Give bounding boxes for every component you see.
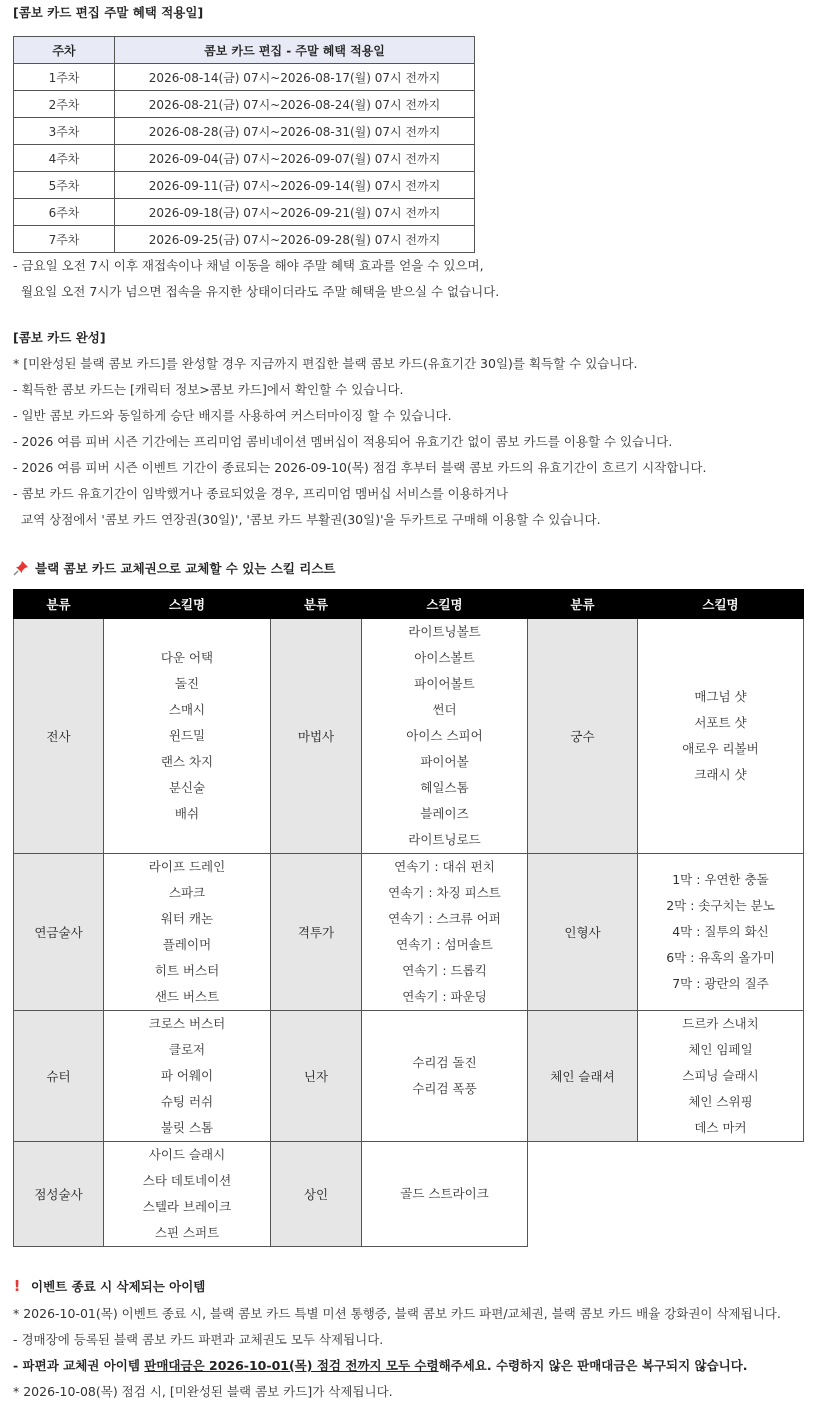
- skill-name: 연속기 : 섬머솔트: [396, 937, 493, 952]
- skill-name: 돌진: [174, 676, 200, 691]
- category-header: 분류: [528, 590, 638, 619]
- combo-card-note: 교역 상점에서 '콤보 카드 연장권(30일)', '콤보 카드 부활권(30일)'을 두카트로 구매해 이용할 수 있습니다.: [21, 512, 601, 527]
- category-cell: 슈터: [14, 1011, 104, 1142]
- deletion-note: * 2026-10-08(목) 점검 시, [미완성된 블랙 콤보 카드]가 삭제됩니다.: [13, 1384, 393, 1399]
- skill-name: 체인 임페일: [688, 1042, 753, 1057]
- skill-cell: [104, 1142, 271, 1247]
- period-cell: 2026-09-25(금) 07시~2026-09-28(월) 07시 전까지: [115, 226, 475, 253]
- skill-cell: [362, 619, 528, 854]
- skill-row: [14, 619, 804, 854]
- skill-name: 사이드 슬래시: [148, 1147, 226, 1162]
- category-header: 분류: [271, 590, 362, 619]
- week-cell: 7주차: [14, 226, 115, 253]
- period-cell: 2026-08-14(금) 07시~2026-08-17(월) 07시 전까지: [115, 64, 475, 91]
- skill-name: 드르카 스내치: [682, 1016, 759, 1031]
- skill-name: 스매시: [168, 702, 206, 717]
- skill-name: 라이트닝볼트: [408, 624, 481, 639]
- skill-table: [13, 589, 804, 1247]
- skill-list-title-text: 블랙 콤보 카드 교체권으로 교체할 수 있는 스킬 리스트: [35, 561, 336, 576]
- skill-name: 골드 스트라이크: [400, 1186, 489, 1201]
- skill-cell: [362, 854, 528, 1011]
- payout-warning: [13, 1353, 813, 1379]
- skill-name: 매그넘 샷: [694, 689, 747, 704]
- skill-name: 스핀 스퍼트: [154, 1225, 220, 1240]
- table-row: [14, 64, 475, 91]
- skill-name: 1막 : 우연한 충돌: [672, 872, 769, 887]
- skill-name: 연속기 : 차징 피스트: [388, 885, 501, 900]
- skill-cell: [362, 1142, 528, 1247]
- deletion-note: * 2026-10-01(목) 이벤트 종료 시, 블랙 콤보 카드 특별 미션 통행증, 블랙 콤보 카드 파편/교체권, 블랙 콤보 카드 배율 강화권이 삭제됩니다.: [13, 1306, 781, 1321]
- week-cell: 5주차: [14, 172, 115, 199]
- period-cell: 2026-09-04(금) 07시~2026-09-07(월) 07시 전까지: [115, 145, 475, 172]
- skill-name: 스타 데토네이션: [142, 1173, 232, 1188]
- empty-cell: [528, 1142, 638, 1247]
- period-cell: 2026-09-11(금) 07시~2026-09-14(월) 07시 전까지: [115, 172, 475, 199]
- skill-cell: [362, 1011, 528, 1142]
- week-cell: 6주차: [14, 199, 115, 226]
- skill-name: 클로저: [168, 1042, 206, 1057]
- table-row: [14, 226, 475, 253]
- payout-warning-pre: - 파편과 교체권 아이템: [13, 1358, 145, 1373]
- category-cell: 연금술사: [14, 854, 104, 1011]
- combo-card-note: - 2026 여름 피버 시즌 기간에는 프리미엄 콤비네이션 멤버십이 적용되어 유효기간 없이 콤보 카드를 이용할 수 있습니다.: [13, 434, 673, 449]
- table-row: [14, 118, 475, 145]
- skill-name: 분신술: [168, 780, 206, 795]
- skill-name: 파이어볼트: [414, 676, 475, 691]
- skill-cell: [104, 619, 271, 854]
- period-header: 콤보 카드 편집 - 주말 혜택 적용일: [115, 37, 475, 64]
- skill-cell: [104, 854, 271, 1011]
- skill-name: 파 어웨이: [160, 1068, 214, 1083]
- skill-header: 스킬명: [362, 590, 528, 619]
- weekend-note: 월요일 오전 7시가 넘으면 접속을 유지한 상태이더라도 주말 혜택을 받으실 수 없습니다.: [21, 284, 500, 299]
- table-row: [14, 145, 475, 172]
- period-cell: 2026-08-21(금) 07시~2026-08-24(월) 07시 전까지: [115, 91, 475, 118]
- skill-name: 7막 : 광란의 질주: [672, 976, 769, 991]
- combo-card-note: - 콤보 카드 유효기간이 임박했거나 종료되었을 경우, 프리미엄 멤버십 서비스를 이용하거나: [13, 486, 508, 501]
- skill-name: 헤일스톰: [420, 780, 469, 795]
- skill-header: 스킬명: [638, 590, 804, 619]
- skill-name: 애로우 리볼버: [682, 741, 759, 756]
- skill-name: 연속기 : 대쉬 펀치: [394, 859, 495, 874]
- table-header-row: [14, 37, 475, 64]
- skill-name: 수리검 폭풍: [412, 1081, 477, 1096]
- category-header: 분류: [14, 590, 104, 619]
- skill-name: 불릿 스톰: [160, 1120, 214, 1135]
- combo-card-note: - 획득한 콤보 카드는 [캐릭터 정보>콤보 카드]에서 확인할 수 있습니다.: [13, 382, 404, 397]
- skill-name: 라이프 드레인: [148, 859, 226, 874]
- skill-name: 크래시 샷: [694, 767, 747, 782]
- skill-name: 블레이즈: [420, 806, 469, 821]
- table-row: [14, 199, 475, 226]
- skill-row: [14, 1011, 804, 1142]
- skill-cell: [638, 619, 804, 854]
- skill-name: 연속기 : 파운딩: [402, 989, 487, 1004]
- skill-row: [14, 854, 804, 1011]
- category-cell: 닌자: [271, 1011, 362, 1142]
- category-cell: 점성술사: [14, 1142, 104, 1247]
- weekend-benefit-table: [13, 36, 475, 253]
- pin-icon: [13, 560, 29, 576]
- skill-cell: [104, 1011, 271, 1142]
- skill-name: 플레이머: [162, 937, 212, 952]
- skill-name: 연속기 : 드롭킥: [402, 963, 487, 978]
- skill-cell: [638, 1011, 804, 1142]
- skill-name: 4막 : 질투의 화신: [672, 924, 769, 939]
- skill-name: 수리검 돌진: [412, 1055, 477, 1070]
- empty-cell: [638, 1142, 804, 1247]
- skill-name: 아이스볼트: [414, 650, 475, 665]
- deleted-items-title-text: 이벤트 종료 시 삭제되는 아이템: [31, 1279, 206, 1294]
- skill-cell: [638, 854, 804, 1011]
- category-cell: 궁수: [528, 619, 638, 854]
- skill-name: 스피닝 슬래시: [682, 1068, 759, 1083]
- skill-name: 연속기 : 스크류 어퍼: [388, 911, 501, 926]
- week-header: 주차: [14, 37, 115, 64]
- skill-name: 데스 마커: [694, 1120, 747, 1135]
- skill-name: 스파크: [168, 885, 206, 900]
- skill-header: 스킬명: [104, 590, 271, 619]
- exclamation-icon: !: [13, 1277, 21, 1295]
- skill-name: 슈팅 러쉬: [160, 1094, 214, 1109]
- skill-name: 윈드밀: [168, 728, 206, 743]
- weekend-note: - 금요일 오전 7시 이후 재접속이나 채널 이동을 해야 주말 혜택 효과를 얻을 수 있으며,: [13, 258, 484, 273]
- category-cell: 전사: [14, 619, 104, 854]
- category-cell: 인형사: [528, 854, 638, 1011]
- category-cell: 상인: [271, 1142, 362, 1247]
- skill-name: 체인 스위핑: [688, 1094, 753, 1109]
- combo-card-complete-title: [콤보 카드 완성]: [13, 330, 106, 345]
- period-cell: 2026-09-18(금) 07시~2026-09-21(월) 07시 전까지: [115, 199, 475, 226]
- skill-name: 스텔라 브레이크: [142, 1199, 232, 1214]
- skill-header-row: [14, 590, 804, 619]
- skill-name: 랜스 차지: [160, 754, 214, 769]
- payout-warning-underlined: 판매대금은 2026-10-01(목) 점검 전까지 모두 수령: [144, 1358, 439, 1373]
- week-cell: 1주차: [14, 64, 115, 91]
- skill-row: [14, 1142, 804, 1247]
- skill-name: 크로스 버스터: [148, 1016, 226, 1031]
- skill-name: 배쉬: [174, 806, 200, 821]
- skill-name: 라이트닝로드: [408, 832, 481, 847]
- skill-name: 2막 : 솟구치는 분노: [666, 898, 775, 913]
- weekend-benefit-title: [콤보 카드 편집 주말 혜택 적용일]: [13, 5, 204, 20]
- skill-name: 6막 : 유혹의 올가미: [666, 950, 775, 965]
- combo-card-note: * [미완성된 블랙 콤보 카드]를 완성할 경우 지금까지 편집한 블랙 콤보 카드(유효기간 30일)를 획득할 수 있습니다.: [13, 356, 638, 371]
- combo-card-note: - 일반 콤보 카드와 동일하게 승단 배지를 사용하여 커스터마이징 할 수 있습니다.: [13, 408, 452, 423]
- category-cell: 마법사: [271, 619, 362, 854]
- table-row: [14, 172, 475, 199]
- skill-name: 히트 버스터: [154, 963, 220, 978]
- category-cell: 체인 슬래셔: [528, 1011, 638, 1142]
- payout-warning-post: 해주세요. 수령하지 않은 판매대금은 복구되지 않습니다.: [438, 1358, 748, 1373]
- skill-name: 서포트 샷: [694, 715, 747, 730]
- skill-name: 워터 캐논: [160, 911, 214, 926]
- skill-name: 아이스 스피어: [406, 728, 483, 743]
- week-cell: 3주차: [14, 118, 115, 145]
- combo-card-note: - 2026 여름 피버 시즌 이벤트 기간이 종료되는 2026-09-10(목) 점검 후부터 블랙 콤보 카드의 유효기간이 흐르기 시작합니다.: [13, 460, 707, 475]
- skill-name: 썬더: [432, 702, 457, 717]
- period-cell: 2026-08-28(금) 07시~2026-08-31(월) 07시 전까지: [115, 118, 475, 145]
- week-cell: 4주차: [14, 145, 115, 172]
- category-cell: 격투가: [271, 854, 362, 1011]
- deleted-items-title: [13, 1271, 813, 1301]
- skill-name: 샌드 버스트: [154, 989, 220, 1004]
- skill-list-title: [13, 553, 813, 583]
- deletion-note: - 경매장에 등록된 블랙 콤보 카드 파편과 교체권도 모두 삭제됩니다.: [13, 1332, 384, 1347]
- week-cell: 2주차: [14, 91, 115, 118]
- skill-name: 파이어볼: [420, 754, 469, 769]
- skill-name: 다운 어택: [160, 650, 214, 665]
- table-row: [14, 91, 475, 118]
